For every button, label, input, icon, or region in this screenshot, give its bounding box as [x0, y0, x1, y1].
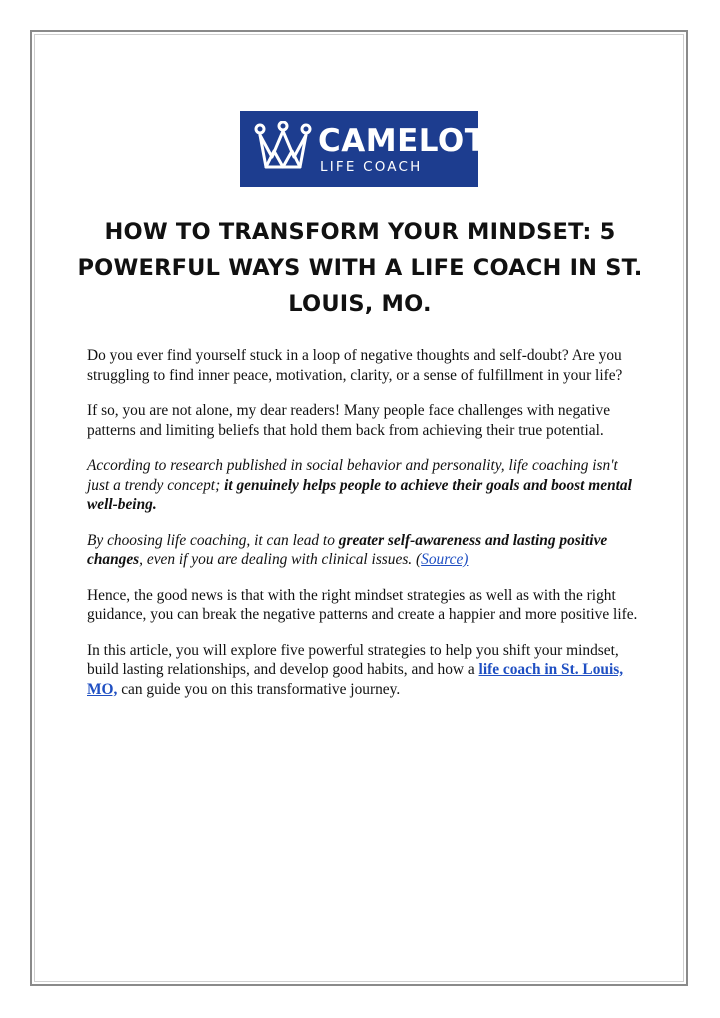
paragraph-research: [87, 456, 643, 515]
logo-tagline: LIFE COACH: [320, 159, 423, 175]
paragraph-article-overview: [87, 641, 643, 700]
logo-brand-text: CAMELOT: [318, 123, 487, 159]
benefits-highlight: greater self-awareness and lasting positive changes: [87, 531, 608, 568]
paragraph-good-news: Hence, the good news is that with the right mindset strategies as well as with the right guidance, you can break the negative patterns and create a happier and more positive life.: [87, 586, 638, 623]
article-body: [87, 346, 643, 715]
crown-icon: [254, 121, 312, 173]
research-text: According to research published in social behavior and personality, life coaching isn't just a trendy concept;: [87, 457, 618, 494]
paragraph-not-alone: If so, you are not alone, my dear readers! Many people face challenges with negative patterns and limiting beliefs that hold them back from achieving their true potential.: [87, 402, 611, 439]
paragraph-benefits: [87, 531, 643, 570]
overview-text: In this article, you will explore five powerful strategies to help you shift your mindset, build lasting relationships, and develop good habits, and how a: [87, 641, 619, 678]
paragraph-intro: Do you ever find yourself stuck in a loop of negative thoughts and self-doubt? Are you struggling to find inner peace, motivation, clarity, or a sense of fulfillment in your life?: [87, 347, 623, 384]
benefits-rest: , even if you are dealing with clinical issues. (: [139, 551, 422, 568]
overview-rest: can guide you on this transformative journey.: [117, 680, 401, 698]
research-highlight: it genuinely helps people to achieve their goals and boost mental well-being.: [87, 476, 632, 513]
source-link[interactable]: Source): [421, 551, 469, 568]
benefits-text: By choosing life coaching, it can lead to: [87, 531, 339, 549]
camelot-logo: [240, 111, 487, 187]
page-title: HOW TO TRANSFORM YOUR MINDSET: 5 POWERFUL WAYS WITH A LIFE COACH IN ST. LOUIS, MO.: [77, 219, 643, 317]
life-coach-link[interactable]: life coach in St. Louis, MO,: [87, 661, 624, 698]
